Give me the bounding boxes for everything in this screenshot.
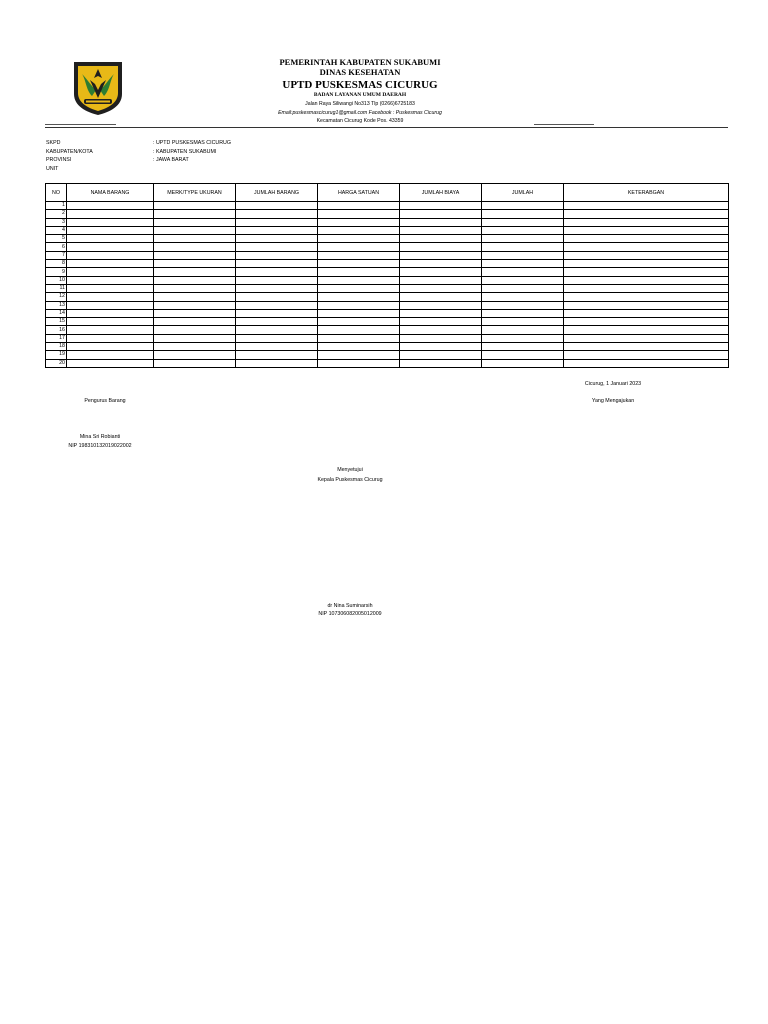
col-header-jumlah-biaya: JUMLAH BIAYA	[400, 184, 482, 202]
info-value-kabupaten: : KABUPATEN SUKABUMI	[153, 149, 217, 155]
table-row	[46, 276, 729, 284]
table-cell	[400, 276, 482, 284]
table-cell	[67, 218, 154, 226]
table-cell	[318, 309, 400, 317]
info-value-provinsi: : JAWA BARAT	[153, 157, 189, 163]
table-cell	[564, 276, 729, 284]
table-cell	[564, 326, 729, 334]
table-cell	[67, 284, 154, 292]
table-cell	[400, 284, 482, 292]
header-divider-left	[45, 124, 116, 125]
left-signer-title: Pengurus Barang	[84, 398, 126, 404]
table-cell	[154, 351, 236, 359]
table-cell	[400, 326, 482, 334]
table-row	[46, 343, 729, 351]
table-cell	[236, 284, 318, 292]
table-cell	[154, 301, 236, 309]
table-cell	[154, 343, 236, 351]
table-cell	[154, 202, 236, 210]
table-cell	[67, 243, 154, 251]
col-header-jumlah-barang: JUMLAH BARANG	[236, 184, 318, 202]
table-cell	[67, 301, 154, 309]
table-cell	[154, 309, 236, 317]
header-kecamatan: Kecamatan Cicurug Kode Pos. 43359	[316, 118, 404, 124]
table-cell	[67, 293, 154, 301]
row-number: 15	[46, 318, 67, 326]
table-cell	[400, 309, 482, 317]
table-cell	[482, 301, 564, 309]
table-cell	[564, 351, 729, 359]
header-divider	[45, 127, 728, 128]
table-cell	[318, 284, 400, 292]
row-number: 18	[46, 343, 67, 351]
col-header-keterangan: KETERABGAN	[564, 184, 729, 202]
table-cell	[318, 210, 400, 218]
table-cell	[236, 218, 318, 226]
table-cell	[400, 343, 482, 351]
approval-label: Menyetujui	[337, 467, 363, 473]
info-label-provinsi: PROVINSI	[46, 157, 72, 163]
table-row	[46, 326, 729, 334]
table-cell	[400, 268, 482, 276]
table-cell	[564, 202, 729, 210]
items-table	[45, 183, 729, 368]
table-cell	[482, 359, 564, 367]
table-cell	[400, 235, 482, 243]
table-row	[46, 284, 729, 292]
row-number: 20	[46, 359, 67, 367]
table-cell	[67, 210, 154, 218]
table-cell	[154, 218, 236, 226]
table-cell	[236, 293, 318, 301]
table-cell	[236, 301, 318, 309]
table-cell	[482, 326, 564, 334]
table-row	[46, 210, 729, 218]
left-signer-nip: NIP 198310132019022002	[68, 443, 132, 449]
table-row	[46, 318, 729, 326]
table-cell	[318, 301, 400, 309]
col-header-merk: MERK/TYPE UKURAN	[154, 184, 236, 202]
table-cell	[482, 351, 564, 359]
table-cell	[564, 268, 729, 276]
table-row	[46, 243, 729, 251]
table-cell	[318, 359, 400, 367]
table-cell	[236, 243, 318, 251]
table-cell	[482, 284, 564, 292]
table-cell	[564, 243, 729, 251]
table-row	[46, 218, 729, 226]
table-cell	[236, 326, 318, 334]
table-cell	[400, 226, 482, 234]
table-cell	[236, 226, 318, 234]
table-cell	[482, 235, 564, 243]
table-cell	[482, 226, 564, 234]
table-row	[46, 309, 729, 317]
table-cell	[67, 251, 154, 259]
row-number: 7	[46, 251, 67, 259]
header-address: Jalan Raya Siliwangi No313 Tlp (0266)6725183	[305, 101, 415, 107]
table-row	[46, 351, 729, 359]
right-signer-title: Yang Mengajukan	[591, 398, 635, 404]
table-cell	[400, 260, 482, 268]
table-cell	[236, 268, 318, 276]
info-label-kabupaten: KABUPATEN/KOTA	[46, 149, 93, 155]
table-row	[46, 251, 729, 259]
row-number: 17	[46, 334, 67, 342]
table-cell	[482, 268, 564, 276]
table-row	[46, 334, 729, 342]
row-number: 10	[46, 276, 67, 284]
table-cell	[67, 359, 154, 367]
table-cell	[318, 251, 400, 259]
table-cell	[67, 318, 154, 326]
table-row	[46, 268, 729, 276]
place-date: Cicurug, 1 Januari 2023	[584, 381, 642, 387]
table-cell	[564, 334, 729, 342]
table-cell	[154, 334, 236, 342]
table-cell	[236, 359, 318, 367]
table-cell	[67, 268, 154, 276]
table-row	[46, 293, 729, 301]
table-cell	[482, 318, 564, 326]
header-blud: BADAN LAYANAN UMUM DAERAH	[313, 92, 407, 98]
table-cell	[236, 351, 318, 359]
table-cell	[236, 318, 318, 326]
table-cell	[318, 351, 400, 359]
table-cell	[154, 359, 236, 367]
info-label-unit: UNIT	[46, 166, 59, 172]
table-cell	[154, 210, 236, 218]
row-number: 5	[46, 235, 67, 243]
table-cell	[67, 202, 154, 210]
table-cell	[67, 334, 154, 342]
table-cell	[564, 359, 729, 367]
table-cell	[318, 260, 400, 268]
table-cell	[400, 334, 482, 342]
table-cell	[154, 293, 236, 301]
table-cell	[400, 202, 482, 210]
table-cell	[318, 226, 400, 234]
table-cell	[400, 210, 482, 218]
table-cell	[400, 351, 482, 359]
table-cell	[482, 260, 564, 268]
row-number: 1	[46, 202, 67, 210]
row-number: 6	[46, 243, 67, 251]
table-cell	[564, 284, 729, 292]
table-cell	[236, 334, 318, 342]
table-cell	[154, 326, 236, 334]
table-cell	[482, 218, 564, 226]
table-cell	[236, 210, 318, 218]
row-number: 12	[46, 293, 67, 301]
table-cell	[318, 326, 400, 334]
table-cell	[564, 218, 729, 226]
table-cell	[236, 276, 318, 284]
table-row	[46, 202, 729, 210]
row-number: 16	[46, 326, 67, 334]
table-cell	[482, 343, 564, 351]
row-number: 4	[46, 226, 67, 234]
table-row	[46, 226, 729, 234]
table-cell	[564, 235, 729, 243]
table-cell	[564, 309, 729, 317]
col-header-no: NO	[46, 184, 67, 202]
table-cell	[154, 251, 236, 259]
table-cell	[154, 243, 236, 251]
row-number: 11	[46, 284, 67, 292]
row-number: 13	[46, 301, 67, 309]
table-cell	[318, 334, 400, 342]
table-cell	[154, 268, 236, 276]
table-row	[46, 235, 729, 243]
table-cell	[400, 359, 482, 367]
row-number: 8	[46, 260, 67, 268]
info-value-skpd: : UPTD PUSKESMAS CICURUG	[153, 140, 231, 146]
table-cell	[482, 202, 564, 210]
table-cell	[564, 343, 729, 351]
table-cell	[482, 309, 564, 317]
table-cell	[154, 226, 236, 234]
table-cell	[236, 343, 318, 351]
table-cell	[154, 235, 236, 243]
table-cell	[154, 284, 236, 292]
table-cell	[564, 251, 729, 259]
header-divider-right	[534, 124, 594, 125]
table-cell	[564, 293, 729, 301]
table-cell	[154, 260, 236, 268]
table-cell	[236, 260, 318, 268]
table-cell	[482, 334, 564, 342]
col-header-jumlah: JUMLAH	[482, 184, 564, 202]
row-number: 9	[46, 268, 67, 276]
table-cell	[318, 318, 400, 326]
table-cell	[67, 226, 154, 234]
table-cell	[400, 243, 482, 251]
table-cell	[482, 276, 564, 284]
table-cell	[236, 202, 318, 210]
header-email: Email:puskesmascicurug1@gmail.com Facebook : Puskesmas Cicurug	[278, 110, 442, 116]
table-cell	[67, 351, 154, 359]
approver-name: dr Nina Suminarsih	[327, 603, 373, 609]
table-cell	[67, 309, 154, 317]
table-row	[46, 301, 729, 309]
table-cell	[67, 235, 154, 243]
table-cell	[482, 243, 564, 251]
table-cell	[67, 326, 154, 334]
table-cell	[400, 251, 482, 259]
table-cell	[564, 318, 729, 326]
table-cell	[154, 276, 236, 284]
table-cell	[564, 210, 729, 218]
table-cell	[67, 343, 154, 351]
header-department: DINAS KESEHATAN	[319, 67, 401, 77]
table-cell	[154, 318, 236, 326]
table-cell	[400, 218, 482, 226]
table-cell	[318, 202, 400, 210]
table-cell	[318, 235, 400, 243]
row-number: 14	[46, 309, 67, 317]
info-label-skpd: SKPD	[46, 140, 61, 146]
table-cell	[400, 293, 482, 301]
table-cell	[564, 226, 729, 234]
col-header-nama-barang: NAMA BARANG	[67, 184, 154, 202]
table-cell	[482, 210, 564, 218]
table-cell	[482, 251, 564, 259]
table-cell	[318, 276, 400, 284]
table-cell	[67, 276, 154, 284]
table-header-row	[46, 184, 729, 202]
approver-title: Kepala Puskesmas Cicurug	[317, 477, 383, 483]
table-cell	[318, 343, 400, 351]
table-row	[46, 260, 729, 268]
row-number: 2	[46, 210, 67, 218]
table-cell	[318, 293, 400, 301]
header-government: PEMERINTAH KABUPATEN SUKABUMI	[279, 57, 441, 67]
table-cell	[564, 301, 729, 309]
table-cell	[400, 301, 482, 309]
table-cell	[236, 251, 318, 259]
row-number: 3	[46, 218, 67, 226]
row-number: 19	[46, 351, 67, 359]
header-institution: UPTD PUSKESMAS CICURUG	[282, 79, 438, 91]
approver-nip: NIP 107306082005012009	[318, 611, 382, 617]
table-row	[46, 359, 729, 367]
col-header-harga-satuan: HARGA SATUAN	[318, 184, 400, 202]
left-signer-name: Mina Sri Robianti	[79, 434, 121, 440]
table-cell	[67, 260, 154, 268]
table-cell	[564, 260, 729, 268]
table-cell	[236, 309, 318, 317]
table-cell	[236, 235, 318, 243]
table-cell	[318, 268, 400, 276]
table-cell	[318, 218, 400, 226]
table-cell	[400, 318, 482, 326]
table-body	[46, 202, 729, 368]
table-cell	[482, 293, 564, 301]
table-cell	[318, 243, 400, 251]
